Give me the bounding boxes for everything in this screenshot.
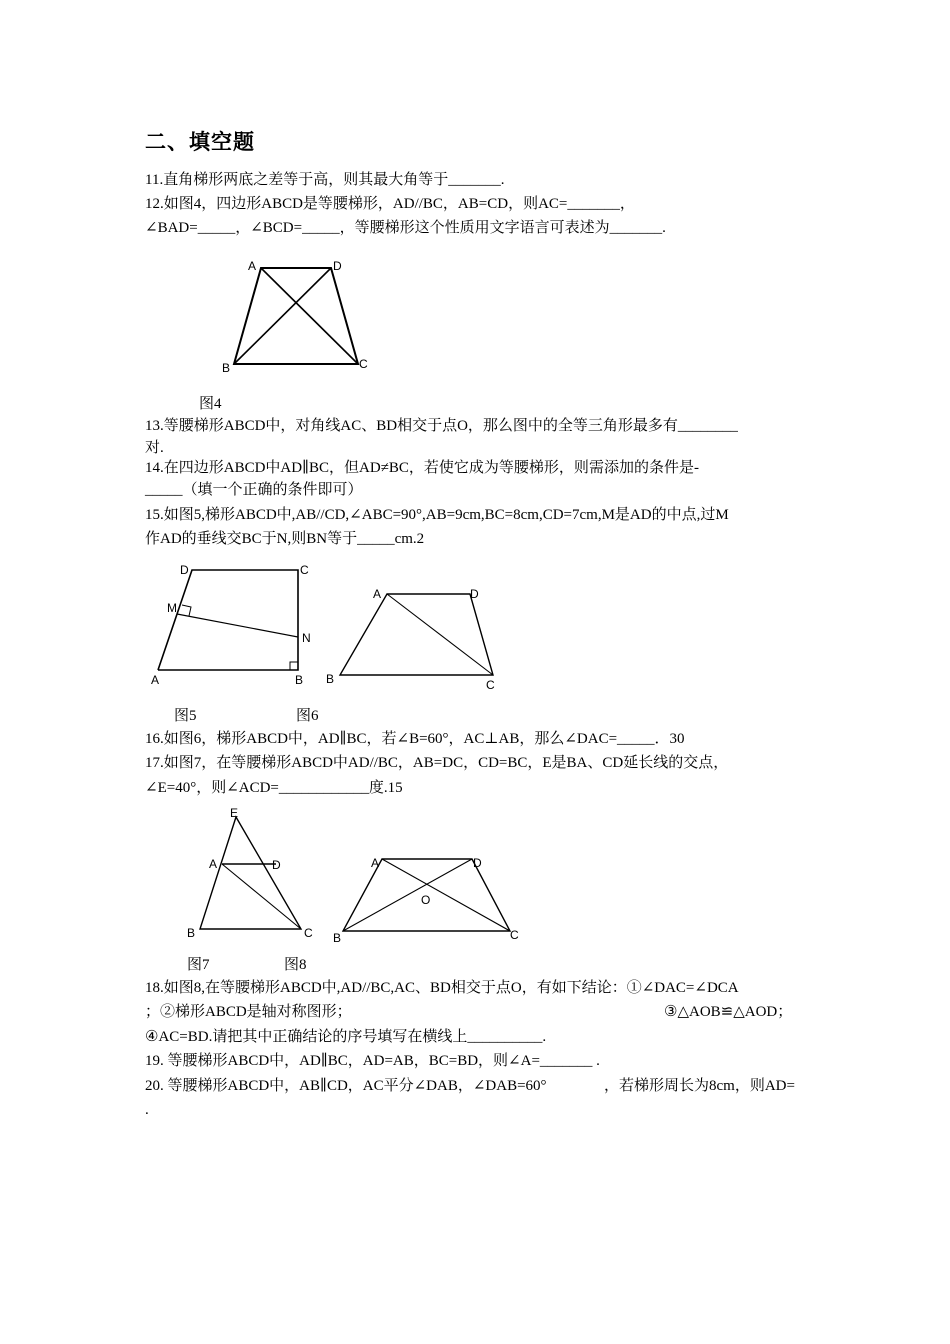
diagonal-bd bbox=[234, 268, 331, 364]
question-16: 16.如图6，梯形ABCD中，AD∥BC，若∠B=60°，AC⊥AB，那么∠DAC=_____．30 bbox=[145, 731, 685, 747]
caption-figure-6: 图6 bbox=[296, 708, 319, 724]
trapezoid-abcd bbox=[340, 594, 493, 675]
question-17-line-2: ∠E=40°，则∠ACD=____________度.15 bbox=[145, 780, 403, 796]
label-b: B bbox=[326, 672, 335, 686]
label-m: M bbox=[167, 601, 177, 615]
trapezoid-abcd bbox=[234, 268, 358, 364]
label-d: D bbox=[470, 587, 479, 601]
question-18-line-2a: ；②梯形ABCD是轴对称图形； bbox=[145, 1004, 352, 1020]
question-12-line-2: ∠BAD=_____，∠BCD=_____，等腰梯形这个性质用文字语言可表述为_______. bbox=[145, 220, 666, 236]
figure-8 bbox=[325, 845, 525, 950]
diagonal-ac bbox=[222, 864, 301, 929]
question-15-line-2: 作AD的垂线交BC于N,则BN等于_____cm.2 bbox=[145, 531, 425, 547]
question-20-line-1a: 20. 等腰梯形ABCD中，AB∥CD，AC平分∠DAB，∠DAB=60° bbox=[145, 1078, 547, 1094]
perpendicular-mn bbox=[177, 614, 298, 637]
figure-4 bbox=[215, 250, 385, 380]
label-d: D bbox=[272, 858, 281, 872]
question-20-line-2: . bbox=[145, 1102, 149, 1118]
label-a: A bbox=[209, 857, 218, 871]
caption-figure-8: 图8 bbox=[284, 957, 307, 973]
label-a: A bbox=[373, 587, 382, 601]
question-17-line-1: 17.如图7，在等腰梯形ABCD中AD//BC，AB=DC，CD=BC，E是BA、CD延长线的交点， bbox=[145, 755, 729, 771]
label-c: C bbox=[486, 678, 495, 692]
question-14-line-2: _____（填一个正确的条件即可） bbox=[145, 482, 363, 498]
diagonal-ac bbox=[261, 268, 358, 364]
question-18-line-1: 18.如图8,在等腰梯形ABCD中,AD//BC,AC、BD相交于点O，有如下结论：①∠DAC=∠DCA bbox=[145, 980, 739, 996]
label-d: D bbox=[180, 563, 189, 577]
figure-6 bbox=[320, 583, 510, 698]
label-e: E bbox=[230, 806, 239, 820]
diagonal-ac bbox=[387, 594, 493, 675]
triangle-ebc bbox=[200, 817, 301, 929]
question-15-line-1: 15.如图5,梯形ABCD中,AB//CD,∠ABC=90°,AB=9cm,BC=8cm,CD=7cm,M是AD的中点,过M bbox=[145, 507, 729, 523]
label-c: C bbox=[300, 563, 309, 577]
label-c: C bbox=[359, 357, 368, 371]
label-d: D bbox=[473, 856, 482, 870]
label-b: B bbox=[295, 673, 304, 687]
label-c: C bbox=[510, 928, 519, 942]
label-a: A bbox=[248, 259, 257, 273]
label-o: O bbox=[421, 893, 431, 907]
label-b: B bbox=[222, 361, 231, 375]
question-12-line-1: 12.如图4，四边形ABCD是等腰梯形，AD//BC，AB=CD，则AC=_______， bbox=[145, 196, 635, 212]
label-b: B bbox=[187, 926, 196, 940]
section-title: 二、填空题 bbox=[145, 130, 255, 154]
label-n: N bbox=[302, 631, 311, 645]
label-d: D bbox=[333, 259, 342, 273]
question-18-line-2b: ③△AOB≌△AOD； bbox=[664, 1004, 793, 1020]
caption-figure-7: 图7 bbox=[187, 957, 210, 973]
figure-7 bbox=[180, 805, 320, 945]
question-13-line-1: 13.等腰梯形ABCD中，对角线AC、BD相交于点O，那么图中的全等三角形最多有________ bbox=[145, 418, 738, 434]
right-angle-mark-m bbox=[182, 605, 191, 616]
caption-figure-5: 图5 bbox=[174, 708, 197, 724]
right-angle-mark-b bbox=[290, 662, 298, 670]
label-a: A bbox=[151, 673, 160, 687]
label-a: A bbox=[371, 856, 380, 870]
trapezoid-abcd bbox=[158, 570, 298, 670]
question-14-line-1: 14.在四边形ABCD中AD∥BC，但AD≠BC，若使它成为等腰梯形，则需添加的条件是- bbox=[145, 460, 699, 476]
label-b: B bbox=[333, 931, 342, 945]
question-13-line-2: 对. bbox=[145, 440, 164, 456]
figure-5 bbox=[145, 560, 315, 690]
question-20-line-1b: ，若梯形周长为8cm，则AD= bbox=[604, 1078, 795, 1094]
question-19: 19. 等腰梯形ABCD中，AD∥BC，AD=AB，BC=BD，则∠A=_______ . bbox=[145, 1053, 600, 1069]
question-18-line-3: ④AC=BD.请把其中正确结论的序号填写在横线上__________. bbox=[145, 1029, 547, 1045]
question-11: 11.直角梯形两底之差等于高，则其最大角等于_______. bbox=[145, 172, 505, 188]
caption-figure-4: 图4 bbox=[199, 396, 222, 412]
label-c: C bbox=[304, 926, 313, 940]
